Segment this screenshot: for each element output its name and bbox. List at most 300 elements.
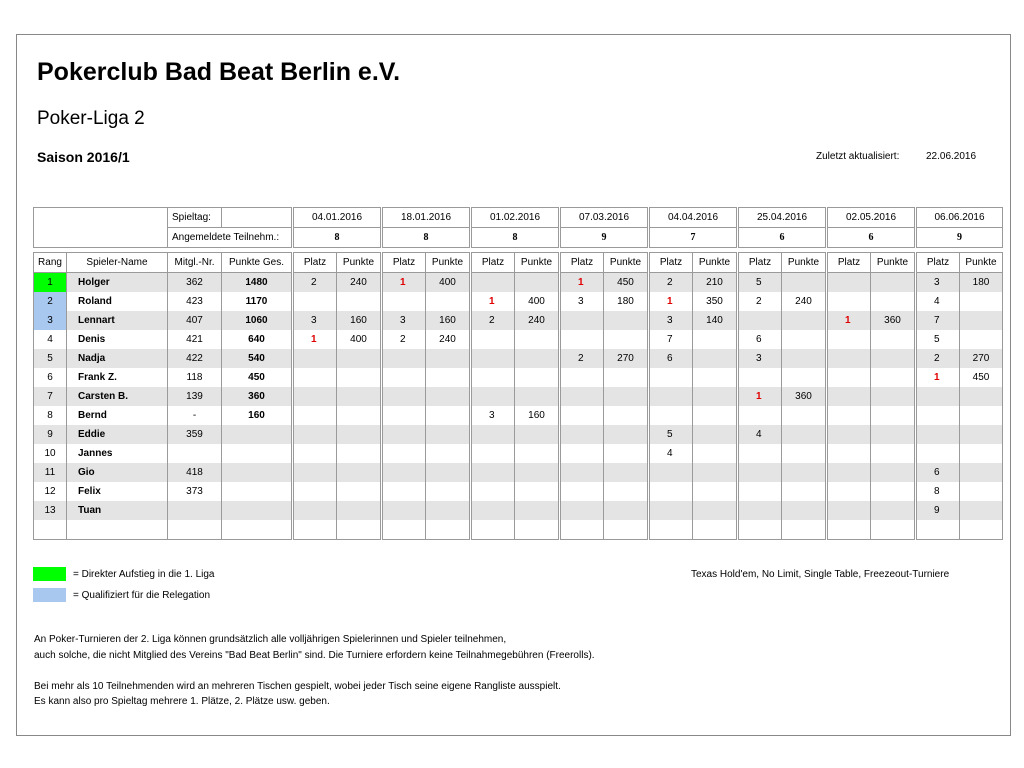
- platz-cell: [472, 463, 515, 482]
- platz-cell: [828, 387, 871, 406]
- spieltag-date: 25.04.2016: [739, 208, 826, 228]
- punkte-cell: [871, 444, 915, 463]
- punkte-cell: [604, 425, 648, 444]
- empty-cell: [561, 520, 604, 540]
- col-punkte: Punkte: [693, 253, 737, 273]
- punkte-cell: [604, 311, 648, 330]
- platz-cell: [650, 463, 693, 482]
- punkte-cell: [960, 406, 1003, 425]
- platz-cell: 1: [383, 273, 426, 293]
- platz-cell: [472, 444, 515, 463]
- total-points: 360: [222, 387, 292, 406]
- punkte-cell: [426, 482, 470, 501]
- teilnehmer-count: 9: [561, 228, 648, 248]
- rank-cell: 8: [34, 406, 67, 425]
- rank-cell: 10: [34, 444, 67, 463]
- club-title: Pokerclub Bad Beat Berlin e.V.: [37, 58, 401, 86]
- punkte-cell: 240: [337, 273, 381, 293]
- platz-cell: [561, 368, 604, 387]
- col-mnr: Mitgl.-Nr.: [168, 253, 222, 273]
- punkte-cell: [782, 482, 826, 501]
- platz-cell: [561, 501, 604, 520]
- rank-cell: 4: [34, 330, 67, 349]
- platz-cell: [383, 463, 426, 482]
- rank-cell: 13: [34, 501, 67, 520]
- player-name: Jannes: [67, 444, 168, 463]
- punkte-cell: 210: [693, 273, 737, 293]
- empty-cell: [693, 520, 737, 540]
- player-name: Gio: [67, 463, 168, 482]
- platz-cell: [383, 425, 426, 444]
- teilnehmer-count: 6: [828, 228, 915, 248]
- punkte-cell: [960, 444, 1003, 463]
- tournament-format: Texas Hold'em, No Limit, Single Table, Freezeout-Turniere: [691, 569, 950, 580]
- punkte-cell: [693, 482, 737, 501]
- punkte-cell: [604, 482, 648, 501]
- empty-cell: [871, 520, 915, 540]
- platz-cell: 2: [650, 273, 693, 293]
- col-platz: Platz: [739, 253, 782, 273]
- platz-cell: [561, 406, 604, 425]
- platz-cell: [294, 463, 337, 482]
- punkte-cell: 240: [515, 311, 559, 330]
- total-points: 540: [222, 349, 292, 368]
- punkte-cell: [960, 425, 1003, 444]
- league-title: Poker-Liga 2: [37, 108, 145, 129]
- punkte-cell: [337, 482, 381, 501]
- platz-cell: [472, 501, 515, 520]
- platz-cell: [650, 406, 693, 425]
- platz-cell: [917, 444, 960, 463]
- punkte-cell: [515, 444, 559, 463]
- platz-cell: 1: [828, 311, 871, 330]
- platz-cell: [650, 368, 693, 387]
- punkte-cell: [515, 368, 559, 387]
- punkte-cell: [426, 406, 470, 425]
- platz-cell: [383, 444, 426, 463]
- platz-cell: [739, 501, 782, 520]
- teilnehmer-count: 8: [294, 228, 381, 248]
- platz-cell: [294, 425, 337, 444]
- empty-cell: [917, 520, 960, 540]
- punkte-cell: [426, 292, 470, 311]
- empty-cell: [222, 520, 292, 540]
- punkte-cell: [337, 387, 381, 406]
- rank-cell: 12: [34, 482, 67, 501]
- punkte-cell: [693, 463, 737, 482]
- col-platz: Platz: [828, 253, 871, 273]
- punkte-cell: [604, 387, 648, 406]
- punkte-cell: [960, 292, 1003, 311]
- member-number: 418: [168, 463, 222, 482]
- platz-cell: [294, 387, 337, 406]
- total-points: [222, 425, 292, 444]
- punkte-cell: 350: [693, 292, 737, 311]
- header-empty: [34, 208, 168, 248]
- platz-cell: [383, 482, 426, 501]
- member-number: [168, 444, 222, 463]
- punkte-cell: [782, 463, 826, 482]
- platz-cell: 6: [739, 330, 782, 349]
- empty-cell: [739, 520, 782, 540]
- teilnehmer-count: 8: [383, 228, 470, 248]
- punkte-cell: [604, 501, 648, 520]
- platz-cell: [561, 330, 604, 349]
- platz-cell: [828, 444, 871, 463]
- platz-cell: 4: [650, 444, 693, 463]
- table-row: [34, 273, 1003, 293]
- punkte-cell: 270: [960, 349, 1003, 368]
- punkte-cell: [515, 330, 559, 349]
- platz-cell: [472, 368, 515, 387]
- platz-cell: 7: [917, 311, 960, 330]
- punkte-cell: 140: [693, 311, 737, 330]
- punkte-cell: [871, 349, 915, 368]
- col-punkte: Punkte: [604, 253, 648, 273]
- spieltag-date: 18.01.2016: [383, 208, 470, 228]
- rank-cell: 1: [34, 273, 67, 293]
- punkte-cell: [871, 330, 915, 349]
- table-row: [34, 292, 1003, 311]
- empty-cell: [426, 520, 470, 540]
- platz-cell: [739, 444, 782, 463]
- punkte-cell: [337, 406, 381, 425]
- spieltag-date: 06.06.2016: [917, 208, 1003, 228]
- punkte-cell: 160: [426, 311, 470, 330]
- punkte-cell: [693, 406, 737, 425]
- teilnehmer-row: [34, 228, 1003, 248]
- member-number: [168, 501, 222, 520]
- member-number: 421: [168, 330, 222, 349]
- member-number: 407: [168, 311, 222, 330]
- col-platz: Platz: [472, 253, 515, 273]
- empty-cell: [472, 520, 515, 540]
- platz-cell: [472, 330, 515, 349]
- empty-cell: [34, 520, 67, 540]
- col-punkte: Punkte: [871, 253, 915, 273]
- punkte-cell: [693, 349, 737, 368]
- total-points: 640: [222, 330, 292, 349]
- legend-promo-swatch: [33, 567, 66, 581]
- spieltag-label: Spieltag:: [168, 208, 222, 228]
- platz-cell: [739, 406, 782, 425]
- punkte-cell: [871, 273, 915, 293]
- punkte-cell: [604, 406, 648, 425]
- empty-cell: [294, 520, 337, 540]
- punkte-cell: [960, 330, 1003, 349]
- punkte-cell: [515, 349, 559, 368]
- punkte-cell: [604, 463, 648, 482]
- member-number: 118: [168, 368, 222, 387]
- punkte-cell: 240: [782, 292, 826, 311]
- platz-cell: [294, 406, 337, 425]
- header-empty-total: [222, 208, 292, 228]
- player-name: Eddie: [67, 425, 168, 444]
- punkte-cell: [337, 444, 381, 463]
- punkte-cell: [515, 387, 559, 406]
- player-name: Holger: [67, 273, 168, 293]
- total-points: [222, 463, 292, 482]
- platz-cell: [917, 406, 960, 425]
- rank-cell: 9: [34, 425, 67, 444]
- table-row: [34, 311, 1003, 330]
- col-name: Spieler-Name: [67, 253, 168, 273]
- punkte-cell: 160: [515, 406, 559, 425]
- note-line-4: Es kann also pro Spieltag mehrere 1. Plätze, 2. Plätze usw. geben.: [34, 696, 330, 707]
- punkte-cell: [871, 501, 915, 520]
- punkte-cell: 360: [782, 387, 826, 406]
- platz-cell: 5: [917, 330, 960, 349]
- platz-cell: 4: [917, 292, 960, 311]
- platz-cell: 1: [917, 368, 960, 387]
- col-punkte: Punkte: [960, 253, 1003, 273]
- platz-cell: 5: [650, 425, 693, 444]
- platz-cell: 2: [472, 311, 515, 330]
- punkte-cell: [337, 425, 381, 444]
- punkte-cell: [871, 482, 915, 501]
- table-row: [34, 387, 1003, 406]
- punkte-cell: [337, 368, 381, 387]
- platz-cell: [561, 444, 604, 463]
- platz-cell: 1: [472, 292, 515, 311]
- teilnehmer-count: 9: [917, 228, 1003, 248]
- rank-cell: 6: [34, 368, 67, 387]
- member-number: 423: [168, 292, 222, 311]
- platz-cell: [828, 330, 871, 349]
- platz-cell: 3: [383, 311, 426, 330]
- total-points: 1480: [222, 273, 292, 293]
- punkte-cell: [337, 292, 381, 311]
- platz-cell: [561, 463, 604, 482]
- platz-cell: [383, 349, 426, 368]
- punkte-cell: [337, 349, 381, 368]
- punkte-cell: 160: [337, 311, 381, 330]
- table-row: [34, 482, 1003, 501]
- player-name: Tuan: [67, 501, 168, 520]
- table-row: [34, 444, 1003, 463]
- empty-cell: [337, 520, 381, 540]
- punkte-cell: [782, 368, 826, 387]
- spieltag-date: 04.01.2016: [294, 208, 381, 228]
- empty-cell: [383, 520, 426, 540]
- platz-cell: 3: [739, 349, 782, 368]
- platz-cell: [294, 368, 337, 387]
- teilnehmer-count: 7: [650, 228, 737, 248]
- column-header-row: [34, 253, 1003, 273]
- punkte-cell: [426, 425, 470, 444]
- rank-cell: 2: [34, 292, 67, 311]
- punkte-cell: 180: [960, 273, 1003, 293]
- punkte-cell: [604, 330, 648, 349]
- punkte-cell: [693, 330, 737, 349]
- note-line-2: auch solche, die nicht Mitglied des Vereins "Bad Beat Berlin" sind. Die Turniere erfordern keine Teilnahmegebühren (Freerolls).: [34, 650, 595, 661]
- col-platz: Platz: [383, 253, 426, 273]
- platz-cell: 2: [383, 330, 426, 349]
- empty-cell: [828, 520, 871, 540]
- platz-cell: [561, 387, 604, 406]
- platz-cell: [739, 482, 782, 501]
- col-punkte: Punkte: [337, 253, 381, 273]
- platz-cell: [294, 292, 337, 311]
- platz-cell: [828, 425, 871, 444]
- table-row: [34, 425, 1003, 444]
- platz-cell: [739, 311, 782, 330]
- platz-cell: [917, 425, 960, 444]
- punkte-cell: [782, 501, 826, 520]
- platz-cell: 2: [917, 349, 960, 368]
- punkte-cell: [782, 349, 826, 368]
- punkte-cell: 180: [604, 292, 648, 311]
- platz-cell: [472, 482, 515, 501]
- platz-cell: [739, 463, 782, 482]
- punkte-cell: [426, 463, 470, 482]
- punkte-cell: 360: [871, 311, 915, 330]
- punkte-cell: [782, 444, 826, 463]
- punkte-cell: [782, 330, 826, 349]
- platz-cell: 2: [561, 349, 604, 368]
- table-row: [34, 349, 1003, 368]
- platz-cell: 3: [294, 311, 337, 330]
- platz-cell: 6: [917, 463, 960, 482]
- member-number: 422: [168, 349, 222, 368]
- platz-cell: [650, 387, 693, 406]
- platz-cell: [294, 349, 337, 368]
- teilnehmer-count: 8: [472, 228, 559, 248]
- punkte-cell: [693, 387, 737, 406]
- platz-cell: 6: [650, 349, 693, 368]
- platz-cell: 1: [561, 273, 604, 293]
- punkte-cell: 400: [426, 273, 470, 293]
- punkte-cell: [782, 273, 826, 293]
- punkte-cell: [960, 387, 1003, 406]
- punkte-cell: [960, 501, 1003, 520]
- platz-cell: [828, 368, 871, 387]
- platz-cell: 3: [650, 311, 693, 330]
- punkte-cell: [337, 501, 381, 520]
- platz-cell: 8: [917, 482, 960, 501]
- updated-label: Zuletzt aktualisiert:: [816, 151, 900, 162]
- note-line-3: Bei mehr als 10 Teilnehmenden wird an mehreren Tischen gespielt, wobei jeder Tisch seine eigene Rangliste ausspielt.: [34, 681, 561, 692]
- platz-cell: [828, 349, 871, 368]
- platz-cell: 5: [739, 273, 782, 293]
- platz-cell: 3: [917, 273, 960, 293]
- note-line-1: An Poker-Turnieren der 2. Liga können grundsätzlich alle volljährigen Spielerinnen und Spieler teilnehmen,: [34, 634, 507, 645]
- platz-cell: [739, 368, 782, 387]
- punkte-cell: [871, 406, 915, 425]
- platz-cell: [650, 501, 693, 520]
- spieltag-date: 01.02.2016: [472, 208, 559, 228]
- platz-cell: [294, 501, 337, 520]
- platz-cell: 1: [739, 387, 782, 406]
- platz-cell: [294, 444, 337, 463]
- rank-cell: 7: [34, 387, 67, 406]
- empty-cell: [604, 520, 648, 540]
- updated-date: 22.06.2016: [926, 151, 977, 162]
- table-row: [34, 330, 1003, 349]
- punkte-cell: 450: [604, 273, 648, 293]
- platz-cell: [383, 387, 426, 406]
- platz-cell: [828, 273, 871, 293]
- table-row: [34, 463, 1003, 482]
- punkte-cell: [515, 425, 559, 444]
- punkte-cell: [960, 311, 1003, 330]
- player-name: Nadja: [67, 349, 168, 368]
- empty-cell: [168, 520, 222, 540]
- platz-cell: 7: [650, 330, 693, 349]
- platz-cell: [383, 501, 426, 520]
- platz-cell: [828, 463, 871, 482]
- punkte-cell: [426, 501, 470, 520]
- platz-cell: 2: [739, 292, 782, 311]
- col-platz: Platz: [917, 253, 960, 273]
- punkte-cell: 450: [960, 368, 1003, 387]
- punkte-cell: [693, 501, 737, 520]
- total-points: 1060: [222, 311, 292, 330]
- punkte-cell: [693, 425, 737, 444]
- member-number: -: [168, 406, 222, 425]
- platz-cell: [561, 311, 604, 330]
- total-points: [222, 501, 292, 520]
- punkte-cell: [782, 406, 826, 425]
- rank-cell: 3: [34, 311, 67, 330]
- platz-cell: 9: [917, 501, 960, 520]
- platz-cell: [650, 482, 693, 501]
- platz-cell: 1: [650, 292, 693, 311]
- platz-cell: [383, 368, 426, 387]
- punkte-cell: [871, 387, 915, 406]
- empty-cell: [515, 520, 559, 540]
- punkte-cell: [871, 292, 915, 311]
- platz-cell: [561, 425, 604, 444]
- member-number: 362: [168, 273, 222, 293]
- platz-cell: [561, 482, 604, 501]
- player-name: Felix: [67, 482, 168, 501]
- legend-promo-text: = Direkter Aufstieg in die 1. Liga: [73, 569, 215, 580]
- empty-cell: [960, 520, 1003, 540]
- member-number: 359: [168, 425, 222, 444]
- col-punkte: Punkte: [515, 253, 559, 273]
- total-points: [222, 482, 292, 501]
- legend-releg-swatch: [33, 588, 66, 602]
- league-table: [33, 207, 1003, 540]
- member-number: 139: [168, 387, 222, 406]
- punkte-cell: 400: [337, 330, 381, 349]
- punkte-cell: [515, 482, 559, 501]
- punkte-cell: [782, 425, 826, 444]
- punkte-cell: 400: [515, 292, 559, 311]
- col-total: Punkte Ges.: [222, 253, 292, 273]
- platz-cell: 1: [294, 330, 337, 349]
- rank-cell: 5: [34, 349, 67, 368]
- empty-cell: [650, 520, 693, 540]
- player-name: Lennart: [67, 311, 168, 330]
- platz-cell: [383, 406, 426, 425]
- punkte-cell: [604, 368, 648, 387]
- platz-cell: [472, 425, 515, 444]
- platz-cell: [472, 273, 515, 293]
- spieltag-date: 04.04.2016: [650, 208, 737, 228]
- platz-cell: [828, 482, 871, 501]
- platz-cell: 3: [472, 406, 515, 425]
- col-punkte: Punkte: [426, 253, 470, 273]
- punkte-cell: [515, 501, 559, 520]
- teilnehmer-label: Angemeldete Teilnehm.:: [168, 228, 292, 248]
- empty-cell: [67, 520, 168, 540]
- col-rang: Rang: [34, 253, 67, 273]
- punkte-cell: [515, 463, 559, 482]
- platz-cell: 2: [294, 273, 337, 293]
- punkte-cell: [782, 311, 826, 330]
